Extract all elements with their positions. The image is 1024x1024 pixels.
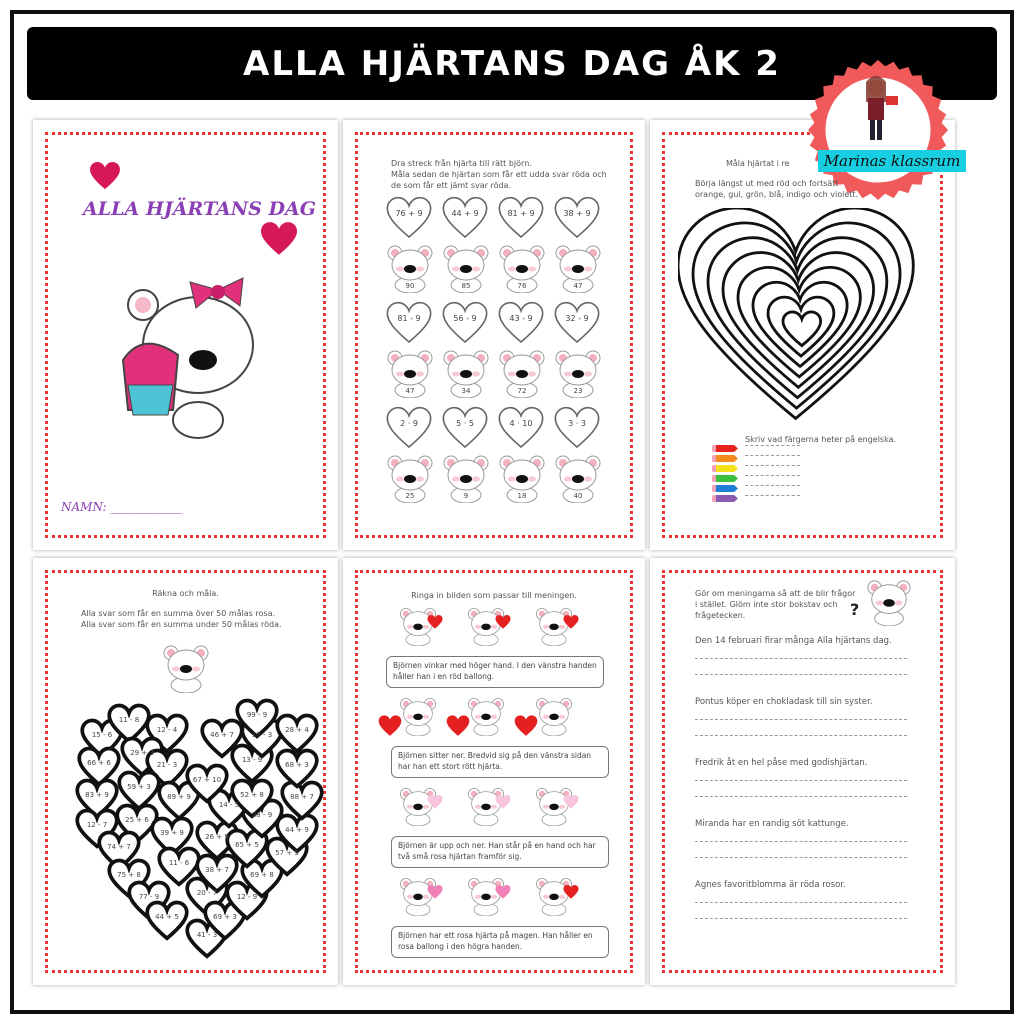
- bear-icon: [385, 453, 435, 503]
- sentence: Fredrik åt en hel påse med godishjärtan.: [695, 758, 868, 768]
- heart-problem: 4 · 10: [509, 419, 533, 428]
- instruction-line: Börja längst ut med röd och fortsätt: [695, 179, 839, 188]
- heart-problem: 83 + 9: [85, 791, 109, 799]
- worksheet-match-hearts: [343, 120, 645, 550]
- heart-icon: [494, 884, 512, 900]
- heart-problem: 20 - 7: [196, 889, 218, 897]
- heart-problem: 21 - 3: [156, 761, 178, 769]
- problem-heart: [495, 195, 547, 241]
- concentric-hearts: [678, 208, 928, 433]
- bear-icon: [441, 243, 491, 293]
- bear-icon: [553, 453, 603, 503]
- problem-heart: [551, 195, 603, 241]
- answer-line[interactable]: [745, 445, 800, 446]
- problem-heart: [551, 405, 603, 451]
- answer-line[interactable]: [695, 918, 907, 919]
- heart-problem: 75 + 8: [117, 871, 141, 879]
- problem-heart: [183, 763, 231, 805]
- problem-heart: [273, 713, 321, 755]
- heart-problem: 88 + 7: [290, 793, 314, 801]
- heart-problem: 43 - 9: [509, 314, 533, 323]
- instruction-line: Alla svar som får en summa över 50 målas rosa.: [81, 609, 276, 618]
- heart-problem: 28 + 4: [285, 726, 309, 734]
- answer-line[interactable]: [745, 495, 800, 496]
- heart-problem: 44 + 9: [451, 209, 479, 218]
- problem-heart: [495, 300, 547, 346]
- heart-problem: 99 - 9: [246, 711, 268, 719]
- bear-icon: [441, 348, 491, 398]
- answer-line[interactable]: [695, 735, 907, 736]
- heart-problem: 89 + 9: [167, 793, 191, 801]
- problem-heart: [439, 195, 491, 241]
- instructions: [81, 608, 282, 630]
- instruction-line: frågetecken.: [695, 611, 746, 620]
- problem-heart: [439, 300, 491, 346]
- bear-with-cupcake-illustration: [103, 270, 273, 440]
- cover-title: ALLA HJÄRTANS DAG: [83, 198, 316, 220]
- heart-problem: 12 - 4: [156, 726, 178, 734]
- sentence: Agnes favoritblomma är röda rosor.: [695, 880, 846, 890]
- heart-icon: [261, 222, 297, 256]
- heart-problem: 5 · 5: [456, 419, 474, 428]
- bear-answer: 25: [405, 492, 415, 500]
- heart-problem: 68 + 3: [285, 761, 309, 769]
- bear-answer: 90: [405, 282, 415, 290]
- heart-problem: 38 + 7: [205, 866, 229, 874]
- bear-answer: 47: [405, 387, 415, 395]
- answer-line[interactable]: [695, 902, 907, 903]
- heart-problem: 25 + 6: [125, 816, 149, 824]
- answer-line[interactable]: [745, 485, 800, 486]
- answer-line[interactable]: [745, 475, 800, 476]
- instruction-line: orange, gul, grön, blå, indigo och violett.: [695, 190, 859, 199]
- heart-problem: 81 + 9: [507, 209, 535, 218]
- worksheet-questions: [650, 558, 955, 985]
- pencil-icon: [712, 495, 738, 502]
- heart-problem: 69 + 3: [213, 913, 237, 921]
- heart-problem: 2 · 9: [400, 419, 418, 428]
- bear-icon: [466, 696, 506, 736]
- heart-problem: 65 + 5: [235, 841, 259, 849]
- heart-icon: [90, 162, 120, 190]
- heart-problem: 15 - 6: [91, 731, 113, 739]
- instruction-line: i stället. Glöm inte stor bokstav och: [695, 600, 838, 609]
- heart-icon: [444, 714, 472, 738]
- answer-line[interactable]: [745, 465, 800, 466]
- answer-line[interactable]: [745, 455, 800, 456]
- bear-answer: 40: [573, 492, 583, 500]
- bear-answer: 85: [461, 282, 471, 290]
- worksheet-title: Ringa in bilden som passar till meningen.: [411, 591, 577, 600]
- pencil-icon: [712, 465, 738, 472]
- logo-banner: Marinas klassrum: [818, 150, 966, 172]
- bear-icon: [497, 453, 547, 503]
- heart-ring: [783, 312, 821, 346]
- worksheet-cover: [33, 120, 338, 550]
- bear-icon: [385, 243, 435, 293]
- bear-icon: [534, 696, 574, 736]
- instruction-line: Dra streck från hjärta till rätt björn.: [391, 159, 532, 168]
- bear-answer: 47: [573, 282, 583, 290]
- bear-icon: [497, 243, 547, 293]
- bear-answer: 9: [463, 492, 469, 500]
- bear-icon: [161, 643, 211, 693]
- heart-problem: 12 - 7: [86, 821, 108, 829]
- instruction-line: Gör om meningarna så att de blir frågor: [695, 589, 856, 598]
- heart-problem: 17 - 3: [251, 731, 273, 739]
- name-label: NAMN: ____________: [61, 500, 183, 514]
- sentence-box[interactable]: Björnen har ett rosa hjärta på magen. Han håller en rosa ballong i den högra handen.: [391, 926, 609, 958]
- heart-problem: 66 + 6: [87, 759, 111, 767]
- heart-problem: 11 - 8: [118, 716, 140, 724]
- heart-problem: 56 - 9: [453, 314, 477, 323]
- answer-line[interactable]: [695, 658, 907, 659]
- bear-icon: [398, 696, 438, 736]
- heart-problem: 28 - 9: [251, 811, 273, 819]
- instructions: [695, 588, 855, 621]
- bear-icon: [497, 348, 547, 398]
- bear-answer: 76: [517, 282, 527, 290]
- bear-answer: 34: [461, 387, 471, 395]
- heart-icon: [426, 614, 444, 630]
- problem-heart: [383, 195, 435, 241]
- heart-problem: 11 - 6: [168, 859, 190, 867]
- answer-line[interactable]: [695, 719, 907, 720]
- heart-icon: [426, 794, 444, 810]
- heart-problem: 26 + 9: [205, 833, 229, 841]
- worksheet-count-and-color: [33, 558, 338, 985]
- pencil-icon: [712, 475, 738, 482]
- sentence: Pontus köper en chokladask till sin syster.: [695, 697, 873, 707]
- question-mark: ?: [850, 600, 860, 619]
- problem-heart: [495, 405, 547, 451]
- bear-answer: 23: [573, 387, 583, 395]
- heart-problem: 38 + 9: [563, 209, 591, 218]
- bear-icon: [865, 578, 913, 626]
- heart-problem: 74 + 7: [107, 843, 131, 851]
- bear-icon: [553, 243, 603, 293]
- sentence: Den 14 februari firar många Alla hjärtans dag.: [695, 636, 892, 646]
- instruction-line: Måla sedan de hjärtan som får ett udda svar röda och: [391, 170, 607, 179]
- problem-heart: [439, 405, 491, 451]
- sentence-box[interactable]: Björnen är upp och ner. Han står på en hand och har två små rosa hjärtan framför sig.: [391, 836, 609, 868]
- heart-problem: 57 + 9: [275, 849, 299, 857]
- title-banner: ALLA HJÄRTANS DAG ÅK 2: [27, 27, 997, 100]
- heart-icon: [562, 884, 580, 900]
- worksheet-title: Måla hjärtat i re: [726, 159, 790, 168]
- instructions: [695, 178, 858, 200]
- heart-icon: [426, 884, 444, 900]
- problem-heart: [383, 405, 435, 451]
- heart-problem: 32 - 9: [565, 314, 589, 323]
- heart-problem: 46 + 7: [210, 731, 234, 739]
- worksheet-title: Räkna och måla.: [152, 589, 219, 598]
- heart-problem: 14 - 5: [218, 801, 240, 809]
- heart-problem: 12 - 9: [236, 893, 258, 901]
- bear-icon: [553, 348, 603, 398]
- heart-icon: [562, 614, 580, 630]
- heart-problem: 81 - 9: [397, 314, 421, 323]
- heart-icon: [376, 714, 404, 738]
- heart-problem: 44 + 9: [285, 826, 309, 834]
- color-prompt: Skriv vad färgerna heter på engelska.: [745, 435, 897, 444]
- answer-line[interactable]: [695, 674, 907, 675]
- heart-problem: 77 - 9: [138, 893, 160, 901]
- instruction-line: Alla svar som får en summa under 50 målas röda.: [81, 620, 282, 629]
- heart-problem: 29 + 3: [130, 749, 154, 757]
- heart-icon: [494, 794, 512, 810]
- heart-icon: [562, 794, 580, 810]
- heart-problem: 59 + 3: [127, 783, 151, 791]
- pencil-icon: [712, 485, 738, 492]
- heart-problem: 67 + 10: [192, 776, 222, 784]
- dotted-border: [662, 570, 943, 973]
- heart-problem: 52 + 8: [240, 791, 264, 799]
- pencil-icon: [712, 445, 738, 452]
- answer-line[interactable]: [695, 841, 907, 842]
- answer-line[interactable]: [695, 857, 907, 858]
- answer-line[interactable]: [695, 796, 907, 797]
- heart-problem: 76 + 9: [395, 209, 423, 218]
- bear-icon: [441, 453, 491, 503]
- heart-problem: 41 - 3: [196, 931, 218, 939]
- problem-heart: [551, 300, 603, 346]
- pencil-icon: [712, 455, 738, 462]
- worksheet-circle-picture: [343, 558, 645, 985]
- bear-icon: [385, 348, 435, 398]
- answer-line[interactable]: [695, 780, 907, 781]
- problem-heart: [383, 300, 435, 346]
- heart-icon: [494, 614, 512, 630]
- instructions: [391, 158, 607, 191]
- heart-problem: 39 + 9: [160, 829, 184, 837]
- heart-icon: [512, 714, 540, 738]
- instruction-line: de som får ett jämt svar röda.: [391, 181, 511, 190]
- sentence-box[interactable]: Björnen sitter ner. Bredvid sig på den vänstra sidan har han ett stort rött hjärta.: [391, 746, 609, 778]
- sentence: Miranda har en randig söt kattunge.: [695, 819, 849, 829]
- heart-problem: 69 + 8: [250, 871, 274, 879]
- bear-answer: 72: [517, 387, 527, 395]
- heart-problem: 3 · 3: [568, 419, 586, 428]
- bear-answer: 18: [517, 492, 527, 500]
- heart-problem: 13 - 9: [241, 756, 263, 764]
- heart-problem: 44 + 5: [155, 913, 179, 921]
- sentence-box[interactable]: Björnen vinkar med höger hand. I den vänstra handen håller han i en röd ballong.: [386, 656, 604, 688]
